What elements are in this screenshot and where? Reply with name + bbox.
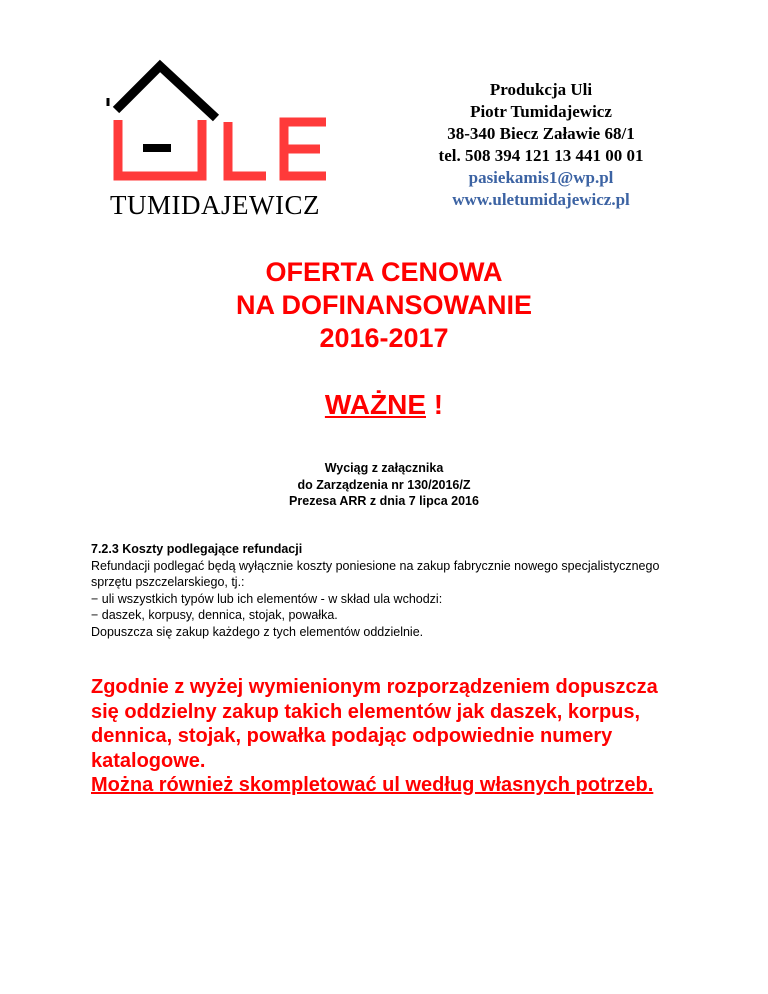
excerpt-line1: Wyciąg z załącznika: [324, 461, 444, 475]
contact-line-company: Produkcja Uli: [489, 80, 593, 99]
notice-underlined-text: Można również skompletować ul według własnych potrzeb.: [91, 774, 654, 796]
section-paragraph-2: Dopuszcza się zakup każdego z tych elementów oddzielnie.: [91, 624, 424, 639]
offer-title-line3: 2016-2017: [319, 323, 449, 353]
notice-block: [91, 675, 691, 798]
excerpt-line2: do Zarządzenia nr 130/2016/Z: [297, 477, 471, 492]
section-heading: 7.2.3 Koszty podlegające refundacji: [91, 542, 303, 556]
section-paragraph-1: Refundacji podlegać będą wyłącznie koszty poniesione na zakup fabrycznie nowego specjalistycznego sprzętu pszczelarskiego, tj.:: [91, 558, 660, 589]
company-logo: [98, 58, 378, 223]
notice-text: Zgodnie z wyżej wymienionym rozporządzeniem dopuszcza się oddzielny zakup takich elementów jak daszek, korpus, dennica, stojak, powałka podając odpowiednie numery katalogowe.: [91, 676, 658, 772]
important-mark: !: [426, 389, 444, 420]
important-word: WAŻNE: [324, 389, 426, 420]
house-roof-icon: [98, 58, 378, 193]
regulation-section: [91, 541, 691, 640]
excerpt-line3: Prezesa ARR z dnia 7 lipca 2016: [289, 494, 479, 508]
section-list-item-2: − daszek, korpusy, dennica, stojak, powałka.: [91, 608, 338, 622]
contact-block: [395, 79, 687, 211]
section-list-item-1: − uli wszystkich typów lub ich elementów - w skład ula wchodzi:: [91, 591, 443, 606]
logo-company-name: TUMIDAJEWICZ: [110, 190, 320, 220]
contact-line-phone: tel. 508 394 121 13 441 00 01: [438, 146, 644, 165]
contact-website[interactable]: www.uletumidajewicz.pl: [452, 190, 630, 209]
important-heading: [0, 387, 768, 423]
offer-title-line1: OFERTA CENOWA: [265, 257, 503, 287]
excerpt-header: [0, 460, 768, 510]
contact-line-address: 38-340 Biecz Załawie 68/1: [447, 124, 635, 143]
contact-line-owner: Piotr Tumidajewicz: [470, 102, 612, 121]
offer-title: [0, 256, 768, 355]
contact-email[interactable]: pasiekamis1@wp.pl: [468, 168, 614, 187]
offer-title-line2: NA DOFINANSOWANIE: [236, 290, 532, 320]
